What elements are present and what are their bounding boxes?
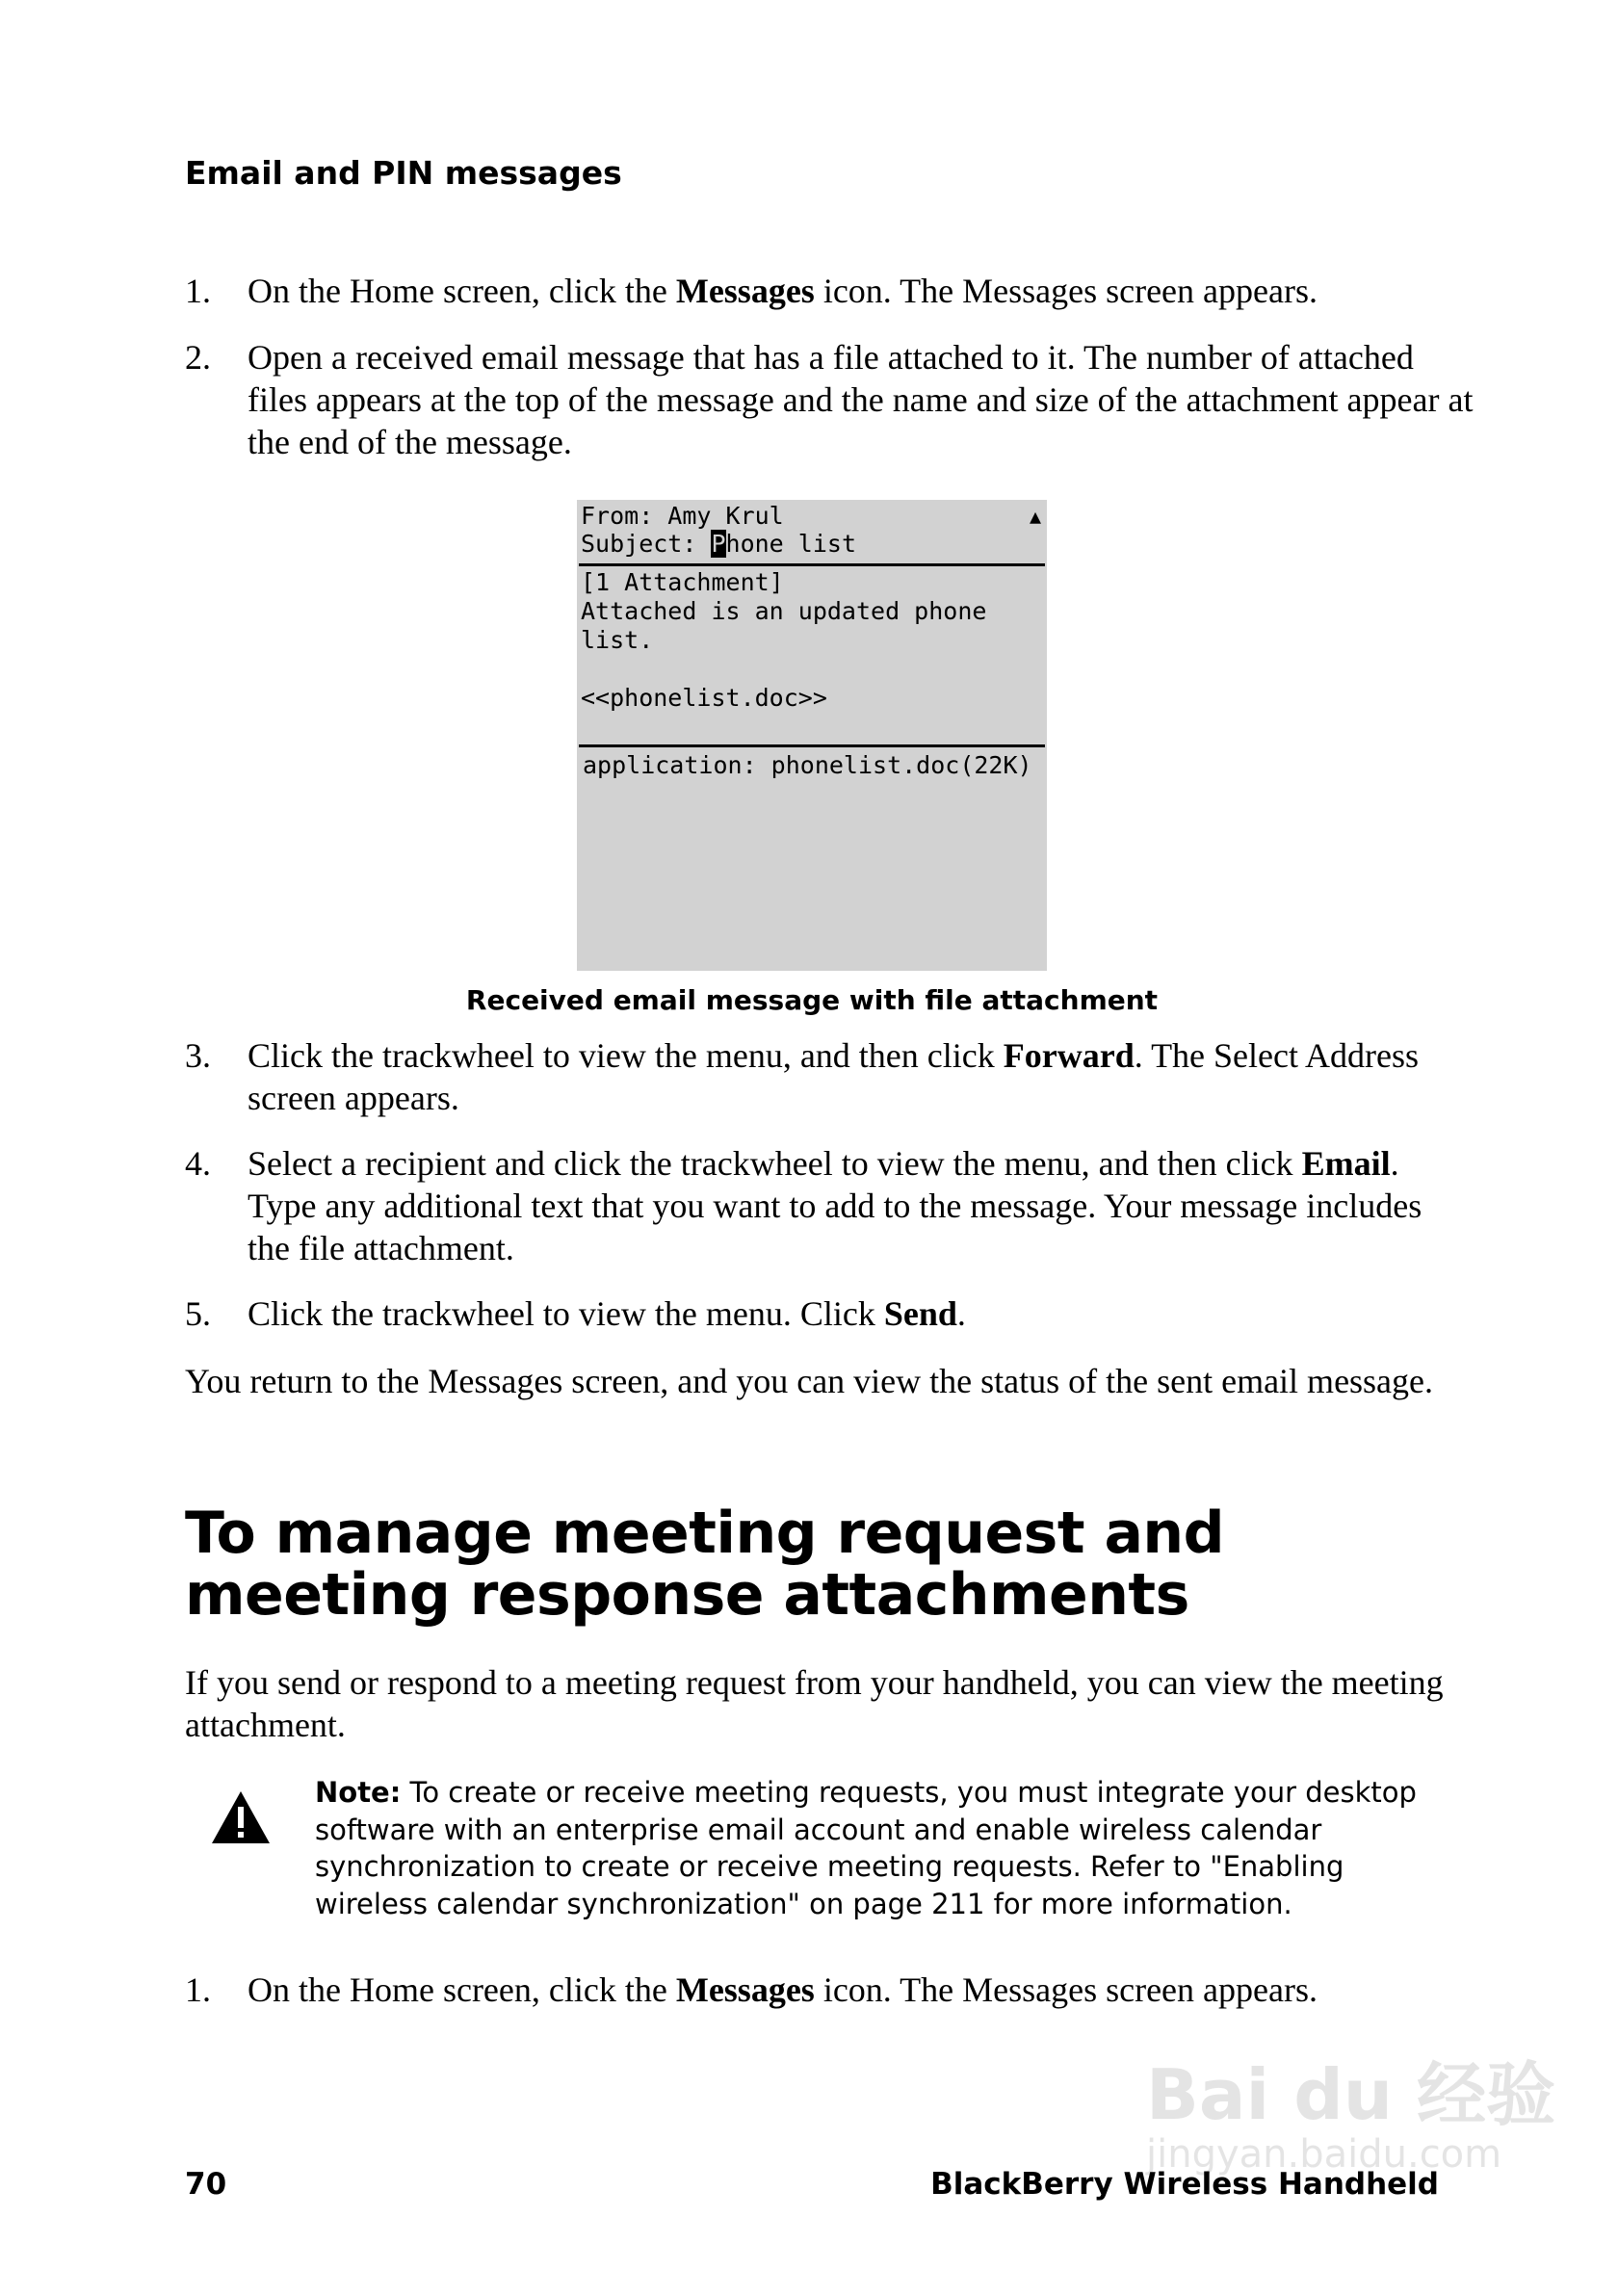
step-2 xyxy=(185,336,1475,463)
step-text: On the Home screen, click the xyxy=(248,272,676,310)
page-number: 70 xyxy=(185,2167,227,2202)
step-number: 1. xyxy=(185,272,211,310)
step-text: icon. The Messages screen appears. xyxy=(814,1970,1318,2009)
step-text: . Type any additional text that you want to add to the message. Your message includes the file attachment. xyxy=(248,1144,1422,1267)
message-body: list. xyxy=(581,626,654,654)
ui-term: Messages xyxy=(675,1970,815,2009)
step-text: . xyxy=(956,1294,966,1333)
attachment-count: [1 Attachment] xyxy=(581,568,784,596)
scroll-up-indicator-icon: ▲ xyxy=(1029,505,1041,528)
ui-term: Forward xyxy=(1003,1036,1135,1075)
note xyxy=(315,1774,1451,1922)
step-5 xyxy=(185,1292,1456,1335)
ui-term: Email xyxy=(1301,1144,1391,1183)
step-text: Open a received email message that has a file attached to it. The number of attached files appears at the top of the message and the name and size of the attachment appear at the end of the message. xyxy=(248,338,1474,461)
step-text: icon. The Messages screen appears. xyxy=(814,272,1318,310)
watermark-brand: Bai du 经验 xyxy=(1146,2054,1556,2135)
step-number: 4. xyxy=(185,1144,211,1183)
step-number: 3. xyxy=(185,1036,211,1075)
step-text: On the Home screen, click the xyxy=(248,1970,676,2009)
section-heading: To manage meeting request and meeting response attachments xyxy=(185,1500,1225,1629)
footer-title: BlackBerry Wireless Handheld xyxy=(930,2167,1439,2202)
from-line: From: Amy Krul xyxy=(581,502,784,530)
divider xyxy=(579,563,1045,566)
message-body: Attached is an updated phone xyxy=(581,597,987,625)
step-text: Click the trackwheel to view the menu, and then click xyxy=(248,1036,1004,1075)
note-text: To create or receive meeting requests, you must integrate your desktop software with an enterprise email account and enable wireless calendar synchronization to create or receive meeting requests. Refer to "Enabling wireless calendar synchronization" on page 211 for more information. xyxy=(315,1776,1417,1920)
ui-term: Messages xyxy=(675,272,815,310)
warning-icon xyxy=(210,1789,272,1850)
intro-paragraph: If you send or respond to a meeting request from your handheld, you can view the meeting attachment. xyxy=(185,1663,1444,1744)
subject-label: Subject: xyxy=(581,530,712,558)
subject-value: hone list xyxy=(725,530,856,558)
subject-line xyxy=(581,530,856,559)
step-number: 5. xyxy=(185,1294,211,1333)
ui-term: Send xyxy=(883,1294,957,1333)
step-3 xyxy=(185,1034,1456,1119)
return-paragraph: You return to the Messages screen, and you can view the status of the sent email message. xyxy=(185,1362,1434,1400)
step-1 xyxy=(185,270,1456,312)
attachment-info[interactable]: application: phonelist.doc(22K) xyxy=(583,751,1032,779)
divider xyxy=(579,744,1045,747)
watermark-url: jingyan.baidu.com xyxy=(1146,2132,1502,2177)
handheld-screen-image xyxy=(577,500,1047,971)
figure-caption: Received email message with file attachment xyxy=(465,984,1159,1016)
cursor: P xyxy=(711,530,726,558)
step-number: 1. xyxy=(185,1970,211,2009)
step-text: . The Select Address screen appears. xyxy=(248,1036,1419,1117)
step-1 xyxy=(185,1969,1456,2011)
step-4 xyxy=(185,1142,1456,1269)
step-number: 2. xyxy=(185,338,211,377)
note-label: Note: xyxy=(315,1776,402,1809)
step-text: Select a recipient and click the trackwheel to view the menu, and then click xyxy=(248,1144,1302,1183)
section-header: Email and PIN messages xyxy=(185,154,622,192)
attachment-reference: <<phonelist.doc>> xyxy=(581,684,827,712)
step-text: Click the trackwheel to view the menu. Click xyxy=(248,1294,884,1333)
baidu-watermark xyxy=(1146,2056,1555,2176)
